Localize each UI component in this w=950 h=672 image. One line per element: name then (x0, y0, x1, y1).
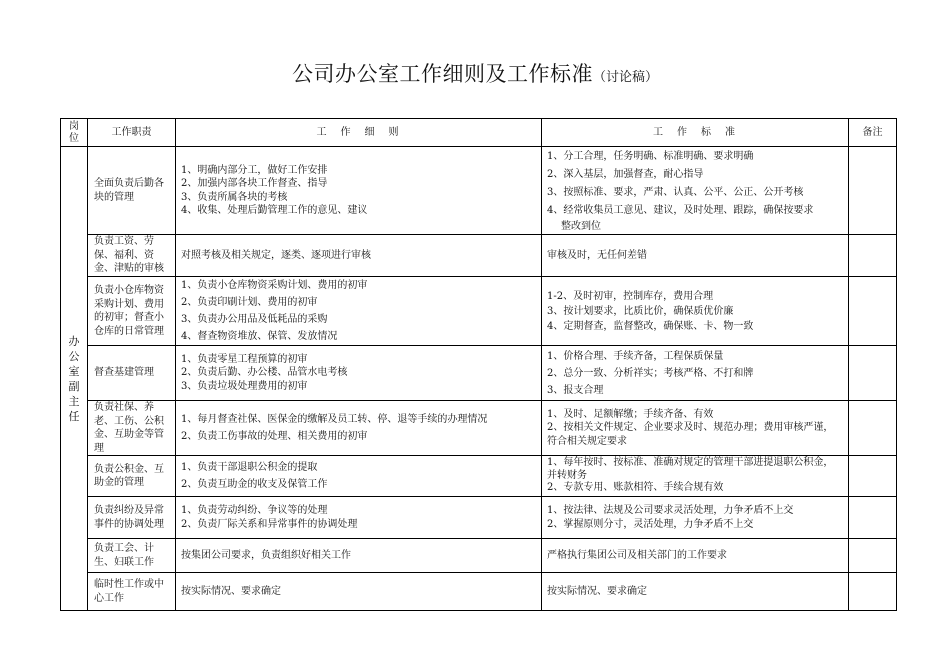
rules-cell: 1、负责零星工程预算的初审 2、负责后勤、办公楼、品管水电考核 3、负责垃圾处理费用的初审 (176, 346, 542, 401)
duty-cell: 负责工会、计生、妇联工作 (88, 539, 176, 573)
remark-cell (849, 456, 897, 497)
rules-cell: 1、负责劳动纠纷、争议等的处理 2、负责厂际关系和异常事件的协调处理 (176, 497, 542, 539)
remark-cell (849, 277, 897, 346)
standard-cell: 按实际情况、要求确定 (542, 573, 849, 611)
header-post: 岗 位 (61, 119, 88, 147)
table-row (61, 456, 897, 497)
rules-cell: 按实际情况、要求确定 (176, 573, 542, 611)
table-row (61, 497, 897, 539)
duty-cell: 负责小仓库物资采购计划、费用的初审；督查小仓库的日常管理 (88, 277, 176, 346)
table-row (61, 539, 897, 573)
rules-cell: 对照考核及相关规定，逐类、逐项进行审核 (176, 235, 542, 277)
header-rules: 工 作 细 则 (176, 119, 542, 147)
table-row (61, 346, 897, 401)
standard-cell: 1、每年按时、按标准、准确对规定的管理干部进提退职公积金，并转财务 2、专款专用、账款相符、手续合规有效 (542, 456, 849, 497)
rules-cell: 1、明确内部分工，做好工作安排 2、加强内部各块工作督查、指导 3、负责所属各块的考核 4、收集、处理后勤管理工作的意见、建议 (176, 147, 542, 235)
duty-cell: 督查基建管理 (88, 346, 176, 401)
header-remark: 备注 (849, 119, 897, 147)
rules-cell: 1、每月督查社保、医保金的缴解及员工转、停、退等手续的办理情况 2、负责工伤事故的处理、相关费用的初审 (176, 401, 542, 456)
title-note: （讨论稿） (592, 70, 658, 85)
table-row (61, 573, 897, 611)
rules-cell: 1、负责干部退职公积金的提取 2、负责互助金的收支及保管工作 (176, 456, 542, 497)
duty-cell: 全面负责后勤各块的管理 (88, 147, 176, 235)
post-cell: 办 公 室 副 主 任 (61, 147, 88, 611)
document-title (0, 58, 950, 88)
header-duty: 工作职责 (88, 119, 176, 147)
table-row (61, 401, 897, 456)
remark-cell (849, 539, 897, 573)
standard-cell: 1、按法律、法规及公司要求灵活处理，力争矛盾不上交 2、掌握原则分寸，灵活处理，力争矛盾不上交 (542, 497, 849, 539)
duty-cell: 负责公积金、互助金的管理 (88, 456, 176, 497)
title-main: 公司办公室工作细则及工作标准 (291, 62, 593, 86)
table-row (61, 235, 897, 277)
work-standards-table (60, 118, 897, 611)
standard-cell: 审核及时，无任何差错 (542, 235, 849, 277)
table-row (61, 147, 897, 235)
table-header-row (61, 119, 897, 147)
duty-cell: 临时性工作或中心工作 (88, 573, 176, 611)
standard-cell: 1、价格合理、手续齐备，工程保质保量 2、总分一致、分析祥实；考核严格、不打和牌 3、报支合理 (542, 346, 849, 401)
remark-cell (849, 401, 897, 456)
remark-cell (849, 346, 897, 401)
standard-cell: 1、分工合理，任务明确、标准明确、要求明确 2、深入基层，加强督查，耐心指导 3、按照标准、要求，严肃、认真、公平、公正、公开考核 4、经常收集员工意见、建议，及时处理、跟踪，确保按要求 整改到位 (542, 147, 849, 235)
remark-cell (849, 573, 897, 611)
rules-cell: 按集团公司要求，负责组织好相关工作 (176, 539, 542, 573)
standard-cell: 1-2、及时初审，控制库存，费用合理 3、按计划要求，比质比价，确保质优价廉 4、定期督查，监督整改，确保账、卡、物一致 (542, 277, 849, 346)
duty-cell: 负责社保、养老、工伤、公积金、互助金等管理 (88, 401, 176, 456)
remark-cell (849, 235, 897, 277)
duty-cell: 负责纠纷及异常事件的协调处理 (88, 497, 176, 539)
duty-cell: 负责工资、劳保、福利、资金、津贴的审核 (88, 235, 176, 277)
remark-cell (849, 497, 897, 539)
table-row (61, 277, 897, 346)
rules-cell: 1、负责小仓库物资采购计划、费用的初审 2、负责印刷计划、费用的初审 3、负责办公用品及低耗品的采购 4、督查物资堆放、保管、发放情况 (176, 277, 542, 346)
standard-cell: 1、及时、足额解缴；手续齐备、有效 2、按相关文件规定、企业要求及时、规范办理；费用审核严谨，符合相关规定要求 (542, 401, 849, 456)
header-standard: 工 作 标 准 (542, 119, 849, 147)
remark-cell (849, 147, 897, 235)
standard-cell: 严格执行集团公司及相关部门的工作要求 (542, 539, 849, 573)
